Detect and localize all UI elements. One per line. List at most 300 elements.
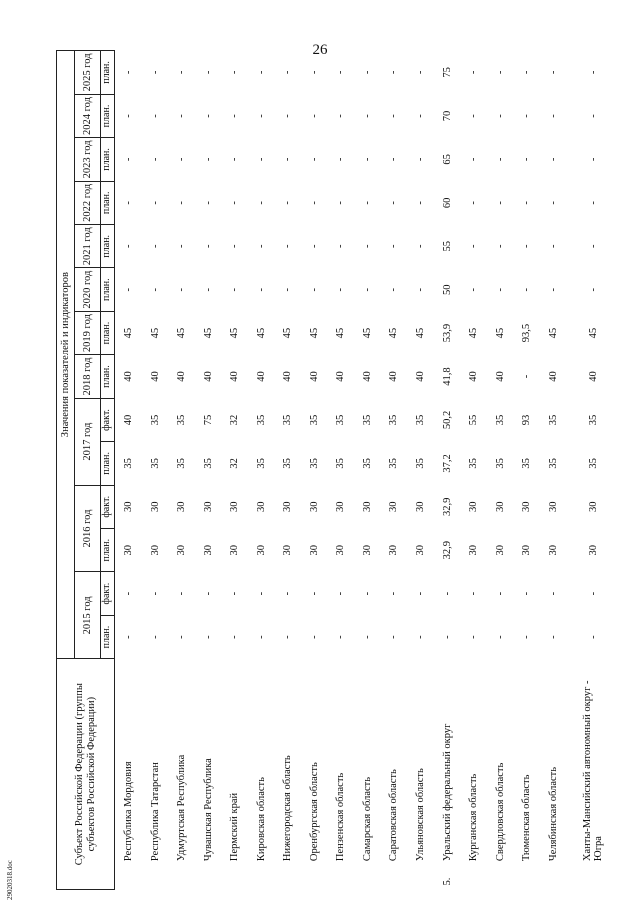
indicator-table-rotated <box>56 50 620 890</box>
region-name: Пензенская область <box>335 772 347 862</box>
value-cell: 35 <box>122 458 134 469</box>
value-cell: - <box>547 201 559 205</box>
value-cell: - <box>587 635 599 639</box>
value-cell: - <box>494 157 506 162</box>
value-cell: - <box>587 287 599 292</box>
value-cell: 53,9 <box>441 323 453 343</box>
value-cell: - <box>388 591 400 596</box>
value-cell: - <box>468 635 480 639</box>
value-cell: - <box>494 591 506 596</box>
value-cell: - <box>335 114 347 118</box>
value-cell: - <box>255 114 267 118</box>
table-row <box>461 51 488 890</box>
subject-header: Субъект Российской Федерации (группы субъектов Российской Федерации) <box>57 659 115 890</box>
value-cell: - <box>388 157 400 162</box>
region-name: Нижегородская область <box>282 755 294 862</box>
year-header: 2025 год <box>75 51 101 95</box>
value-cell: - <box>468 244 480 249</box>
value-cell: 45 <box>149 327 161 339</box>
value-cell: - <box>587 70 599 75</box>
value-cell: - <box>282 201 294 205</box>
value-cell: - <box>176 114 188 118</box>
value-cell: - <box>176 287 188 292</box>
value-cell: - <box>229 157 241 162</box>
year-header: 2015 год <box>75 572 101 659</box>
region-name: Кировская область <box>255 777 267 862</box>
value-cell: 30 <box>587 501 599 513</box>
value-cell: - <box>149 635 161 639</box>
value-cell: - <box>494 635 506 639</box>
value-cell: 30 <box>229 544 241 556</box>
table-row <box>408 51 435 890</box>
value-cell: 40 <box>414 371 426 382</box>
value-cell: 35 <box>335 458 347 469</box>
table-row <box>567 51 620 890</box>
value-cell: 30 <box>494 544 506 556</box>
indicator-table <box>56 50 620 890</box>
value-cell: 37,2 <box>441 454 453 473</box>
value-cell: 35 <box>468 458 480 469</box>
row-number: 5. <box>441 877 453 886</box>
year-header: 2020 год <box>75 268 101 311</box>
value-cell: 35 <box>547 414 559 426</box>
value-cell: 35 <box>176 414 188 426</box>
value-cell: - <box>414 114 426 118</box>
value-cell: 30 <box>122 501 134 513</box>
table-row <box>514 51 541 890</box>
value-cell: - <box>547 287 559 292</box>
value-cell: - <box>122 201 134 205</box>
region-name: Свердловская область <box>494 762 506 862</box>
value-cell: 75 <box>441 67 453 78</box>
value-cell: 30 <box>122 544 134 556</box>
table-row <box>487 51 514 890</box>
value-cell: 30 <box>361 501 373 513</box>
row-number <box>169 865 196 889</box>
value-cell: - <box>176 70 188 75</box>
value-cell: - <box>229 287 241 292</box>
value-cell: - <box>414 157 426 162</box>
value-cell: 30 <box>255 501 267 513</box>
value-cell: - <box>202 201 214 205</box>
page-number: 26 <box>312 42 328 58</box>
value-cell: - <box>229 70 241 75</box>
table-row <box>434 51 461 890</box>
value-cell: 45 <box>176 327 188 339</box>
table-row <box>328 51 355 890</box>
value-cell: - <box>388 244 400 249</box>
value-cell: 35 <box>388 458 400 469</box>
value-cell: 30 <box>494 501 506 513</box>
region-name: Курганская область <box>468 773 480 862</box>
value-cell: 35 <box>494 458 506 469</box>
value-cell: - <box>521 635 533 639</box>
value-cell: 35 <box>587 414 599 426</box>
value-cell: - <box>335 70 347 75</box>
value-cell: - <box>494 114 506 118</box>
value-cell: - <box>521 374 533 379</box>
plan-header: план. <box>101 529 115 572</box>
value-cell: - <box>587 157 599 162</box>
value-cell: 35 <box>149 458 161 469</box>
fact-header: факт. <box>101 572 115 615</box>
value-cell: 60 <box>441 197 453 209</box>
value-cell: - <box>255 157 267 162</box>
value-cell: - <box>282 244 294 249</box>
value-cell: 35 <box>361 414 373 426</box>
value-cell: - <box>149 70 161 75</box>
value-cell: - <box>468 201 480 205</box>
plan-header: план. <box>101 138 115 181</box>
value-cell: 30 <box>361 544 373 556</box>
value-cell: - <box>255 201 267 205</box>
value-cell: - <box>361 114 373 118</box>
value-cell: 35 <box>414 458 426 469</box>
value-cell: - <box>521 114 533 118</box>
plan-header: план. <box>101 268 115 311</box>
row-number <box>567 865 620 889</box>
value-cell: - <box>494 201 506 205</box>
fact-header: факт. <box>101 485 115 528</box>
region-name: Республика Татарстан <box>149 762 161 862</box>
value-cell: 35 <box>308 458 320 469</box>
value-cell: 30 <box>149 544 161 556</box>
value-cell: - <box>547 157 559 162</box>
value-cell: 40 <box>361 371 373 382</box>
value-cell: - <box>494 287 506 292</box>
value-cell: 55 <box>441 241 453 252</box>
value-cell: 40 <box>494 371 506 382</box>
value-cell: - <box>587 591 599 596</box>
row-number <box>301 865 328 889</box>
value-cell: - <box>282 70 294 75</box>
value-cell: - <box>202 635 214 639</box>
value-cell: 40 <box>335 371 347 382</box>
value-cell: - <box>521 201 533 205</box>
value-cell: 30 <box>202 544 214 556</box>
value-cell: - <box>521 244 533 249</box>
value-cell: - <box>468 591 480 596</box>
value-cell: - <box>547 70 559 75</box>
value-cell: - <box>494 244 506 249</box>
value-cell: 40 <box>388 371 400 382</box>
value-cell: - <box>202 591 214 596</box>
value-cell: 45 <box>202 327 214 339</box>
value-cell: 45 <box>468 327 480 339</box>
row-number <box>222 865 249 889</box>
value-cell: 40 <box>587 371 599 382</box>
value-cell: 35 <box>494 414 506 426</box>
plan-header: план. <box>101 181 115 224</box>
value-cell: 30 <box>176 501 188 513</box>
region-name: Тюменская область <box>521 774 533 862</box>
value-cell: 40 <box>468 371 480 382</box>
year-header: 2018 год <box>75 355 101 398</box>
row-number <box>461 865 488 889</box>
value-cell: - <box>587 244 599 249</box>
row-number <box>195 865 222 889</box>
value-cell: - <box>149 591 161 596</box>
value-cell: 75 <box>202 414 214 426</box>
value-cell: 45 <box>255 327 267 339</box>
value-cell: 30 <box>414 544 426 556</box>
value-cell: 35 <box>547 458 559 469</box>
value-cell: 35 <box>414 414 426 426</box>
value-cell: - <box>308 157 320 162</box>
table-row <box>354 51 381 890</box>
value-cell: - <box>308 591 320 596</box>
value-cell: 35 <box>255 458 267 469</box>
value-cell: 30 <box>388 501 400 513</box>
value-cell: 30 <box>587 544 599 556</box>
value-cell: 50 <box>441 284 453 295</box>
value-cell: 30 <box>308 501 320 513</box>
value-cell: - <box>361 201 373 205</box>
table-row <box>301 51 328 890</box>
value-cell: - <box>388 201 400 205</box>
value-cell: 40 <box>202 371 214 382</box>
region-name: Республика Мордовия <box>122 761 134 862</box>
table-row <box>195 51 222 890</box>
value-cell: - <box>122 244 134 249</box>
value-cell: - <box>122 114 134 118</box>
table-row <box>169 51 196 890</box>
value-cell: 30 <box>468 544 480 556</box>
value-cell: 40 <box>122 371 134 382</box>
value-cell: - <box>229 201 241 205</box>
value-cell: 35 <box>361 458 373 469</box>
row-number <box>408 865 435 889</box>
value-cell: 32 <box>229 458 241 469</box>
value-cell: - <box>282 591 294 596</box>
value-cell: 65 <box>441 154 453 165</box>
value-cell: - <box>468 287 480 292</box>
value-cell: - <box>361 157 373 162</box>
value-cell: - <box>388 114 400 118</box>
value-cell: 35 <box>282 458 294 469</box>
value-cell: - <box>282 287 294 292</box>
value-cell: 30 <box>335 544 347 556</box>
value-cell: - <box>414 287 426 292</box>
row-number <box>354 865 381 889</box>
value-cell: - <box>308 635 320 639</box>
value-cell: 45 <box>361 327 373 339</box>
table-row <box>540 51 567 890</box>
value-cell: 35 <box>282 414 294 426</box>
plan-header: план. <box>101 51 115 95</box>
table-row <box>275 51 302 890</box>
value-cell: - <box>547 244 559 249</box>
value-cell: 40 <box>122 414 134 426</box>
value-cell: 40 <box>149 371 161 382</box>
region-name: Саратовская область <box>388 769 400 862</box>
table-row <box>222 51 249 890</box>
value-cell: - <box>282 635 294 639</box>
value-cell: - <box>414 70 426 75</box>
value-cell: - <box>414 244 426 249</box>
table-row <box>248 51 275 890</box>
value-cell: - <box>414 591 426 596</box>
value-cell: 40 <box>282 371 294 382</box>
value-cell: 45 <box>308 327 320 339</box>
value-cell: 40 <box>255 371 267 382</box>
plan-header: план. <box>101 94 115 137</box>
year-header: 2016 год <box>75 485 101 572</box>
value-cell: - <box>361 244 373 249</box>
row-number <box>142 865 169 889</box>
value-cell: 35 <box>202 458 214 469</box>
value-cell: 30 <box>547 544 559 556</box>
value-cell: 35 <box>308 414 320 426</box>
value-cell: 30 <box>388 544 400 556</box>
value-cell: - <box>229 635 241 639</box>
value-cell: - <box>176 244 188 249</box>
value-cell: - <box>202 287 214 292</box>
year-header: 2019 год <box>75 311 101 354</box>
value-cell: 32,9 <box>441 497 453 516</box>
value-cell: 45 <box>229 327 241 339</box>
value-cell: - <box>361 70 373 75</box>
region-name: Челябинская область <box>547 766 559 862</box>
value-cell: - <box>388 635 400 639</box>
region-name: Ханты-Мансийский автономный округ - Югра <box>581 680 605 862</box>
value-cell: - <box>255 70 267 75</box>
value-cell: - <box>282 157 294 162</box>
value-cell: 45 <box>587 327 599 339</box>
value-cell: - <box>547 635 559 639</box>
value-cell: - <box>255 591 267 596</box>
value-cell: - <box>468 157 480 162</box>
value-cell: - <box>308 244 320 249</box>
value-cell: - <box>468 114 480 118</box>
value-cell: 30 <box>149 501 161 513</box>
value-cell: - <box>122 591 134 596</box>
region-name: Ульяновская область <box>414 768 426 862</box>
value-cell: - <box>255 287 267 292</box>
value-cell: - <box>441 635 453 639</box>
year-header: 2017 год <box>75 398 101 485</box>
value-cell: - <box>335 591 347 596</box>
region-name: Оренбургская область <box>308 762 320 862</box>
value-cell: - <box>521 157 533 162</box>
value-cell: - <box>255 635 267 639</box>
value-cell: 40 <box>308 371 320 382</box>
value-cell: 45 <box>494 327 506 339</box>
value-cell: - <box>335 287 347 292</box>
value-cell: - <box>202 70 214 75</box>
value-cell: - <box>361 635 373 639</box>
row-number <box>540 865 567 889</box>
value-cell: 30 <box>282 544 294 556</box>
value-cell: 45 <box>414 327 426 339</box>
value-cell: - <box>388 287 400 292</box>
year-header: 2024 год <box>75 94 101 137</box>
value-cell: - <box>441 591 453 596</box>
plan-header: план. <box>101 225 115 268</box>
plan-header: план. <box>101 311 115 354</box>
value-cell: 45 <box>388 327 400 339</box>
value-cell: 45 <box>282 327 294 339</box>
table-row <box>115 51 143 890</box>
value-cell: - <box>547 591 559 596</box>
value-cell: 93 <box>521 414 533 426</box>
value-cell: 35 <box>388 414 400 426</box>
value-cell: - <box>521 70 533 75</box>
value-cell: 50,2 <box>441 410 453 430</box>
region-name: Самарская область <box>361 776 373 862</box>
value-cell: 45 <box>335 327 347 339</box>
value-cell: - <box>361 287 373 292</box>
region-name: Уральский федеральный округ <box>441 723 453 862</box>
value-cell: 35 <box>587 458 599 469</box>
row-number <box>275 865 302 889</box>
value-cell: 35 <box>255 414 267 426</box>
value-cell: 30 <box>468 501 480 513</box>
value-cell: - <box>308 287 320 292</box>
value-cell: 30 <box>229 501 241 513</box>
year-header: 2021 год <box>75 225 101 268</box>
row-number <box>328 865 355 889</box>
value-cell: 70 <box>441 110 453 122</box>
value-cell: 30 <box>521 544 533 556</box>
value-cell: - <box>547 114 559 118</box>
value-cell: - <box>414 201 426 205</box>
plan-header: план. <box>101 615 115 658</box>
value-cell: 40 <box>229 371 241 382</box>
value-cell: 30 <box>414 501 426 513</box>
value-cell: - <box>149 114 161 118</box>
value-cell: - <box>335 244 347 249</box>
value-cell: 30 <box>202 501 214 513</box>
value-cell: - <box>202 114 214 118</box>
value-cell: - <box>587 201 599 205</box>
value-cell: - <box>414 635 426 639</box>
plan-header: план. <box>101 355 115 398</box>
region-name: Удмуртская Республика <box>176 754 188 862</box>
value-cell: - <box>335 635 347 639</box>
value-cell: - <box>176 591 188 596</box>
value-cell: - <box>149 244 161 249</box>
values-title: Значения показателей и индикаторов <box>57 51 75 659</box>
value-cell: - <box>308 70 320 75</box>
table-row <box>142 51 169 890</box>
value-cell: - <box>229 244 241 249</box>
value-cell: 93,5 <box>521 323 533 343</box>
value-cell: 30 <box>255 544 267 556</box>
value-cell: - <box>521 287 533 292</box>
row-number <box>381 865 408 889</box>
fact-header: факт. <box>101 398 115 441</box>
year-header: 2023 год <box>75 138 101 181</box>
value-cell: 40 <box>547 371 559 382</box>
value-cell: - <box>176 201 188 205</box>
row-number <box>248 865 275 889</box>
value-cell: 30 <box>282 501 294 513</box>
footer-filename: 29020318.doc <box>6 860 14 900</box>
value-cell: 35 <box>176 458 188 469</box>
value-cell: - <box>521 591 533 596</box>
plan-header: план. <box>101 442 115 485</box>
value-cell: - <box>149 201 161 205</box>
value-cell: 45 <box>547 327 559 339</box>
value-cell: 35 <box>335 414 347 426</box>
year-header: 2022 год <box>75 181 101 224</box>
value-cell: - <box>122 157 134 162</box>
value-cell: - <box>308 201 320 205</box>
value-cell: - <box>361 591 373 596</box>
value-cell: 45 <box>122 327 134 339</box>
value-cell: 41,8 <box>441 367 453 386</box>
